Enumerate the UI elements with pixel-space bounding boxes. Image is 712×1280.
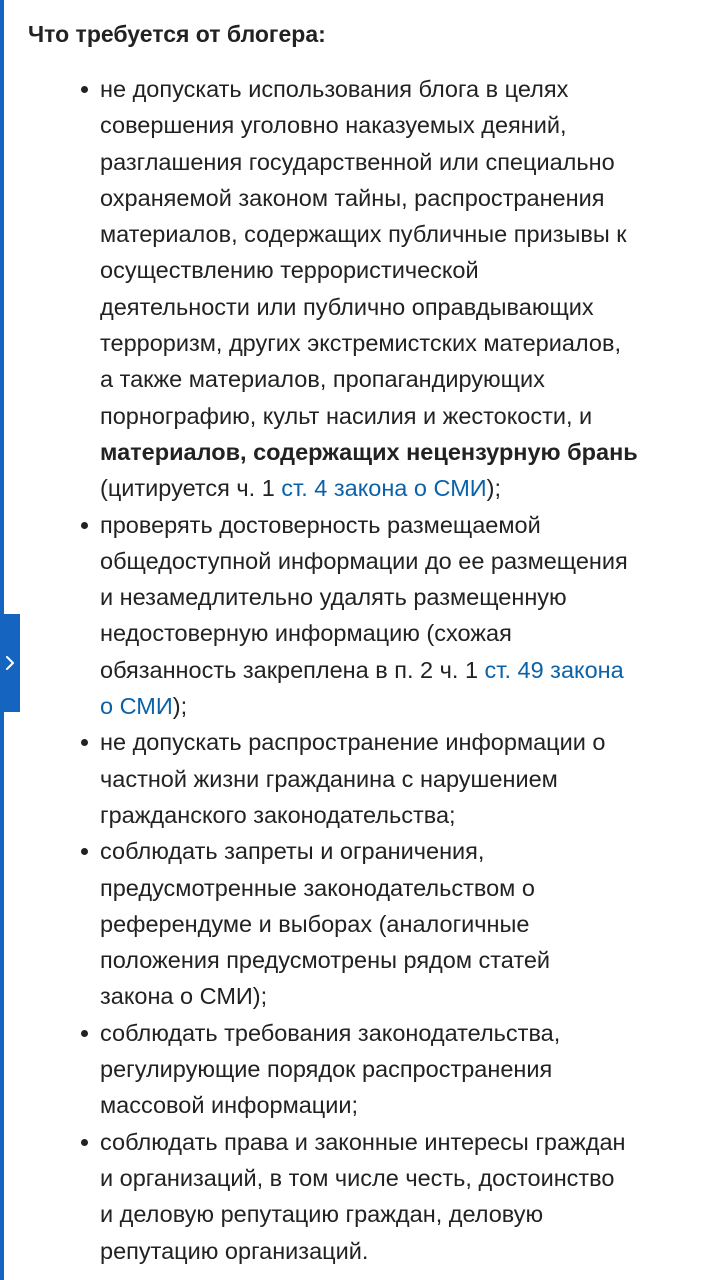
law-link-art49-cont[interactable]: о СМИ <box>100 693 173 720</box>
text-line: не допускать использования блога в целях <box>100 76 569 102</box>
list-item <box>100 724 700 833</box>
list-item <box>100 1124 700 1269</box>
text-line: а также материалов, пропагандирующих <box>100 366 545 393</box>
bullet-icon <box>81 848 88 855</box>
citation-suffix: ); <box>172 693 188 720</box>
text-line: репутацию организаций. <box>100 1237 369 1264</box>
bullet-icon <box>81 1030 88 1037</box>
law-link-art49[interactable]: ст. 49 закона <box>484 656 624 683</box>
list-item <box>100 507 700 725</box>
text-line: охраняемой законом тайны, распространения <box>100 184 605 211</box>
side-drawer-tab[interactable] <box>0 614 20 712</box>
text-line: соблюдать требования законодательства, <box>100 1019 561 1046</box>
text-line: терроризм, других экстремистских материалов, <box>100 330 621 357</box>
bullet-icon <box>81 86 88 93</box>
text-line: материалов, содержащих публичные призывы к <box>100 221 627 248</box>
bullet-icon <box>81 739 88 746</box>
requirements-list <box>100 71 700 1269</box>
text-line: референдуме и выборах (аналогичные <box>100 910 530 937</box>
bullet-icon <box>81 522 88 529</box>
text-line: предусмотренные законодательством о <box>100 874 535 901</box>
text-line: порнографию, культ насилия и жестокости, и <box>100 402 593 429</box>
text-line: не допускать распространение информации о <box>100 729 606 756</box>
text-line: разглашения государственной или специально <box>100 148 615 175</box>
citation-suffix: ); <box>486 475 502 502</box>
text-line <box>100 688 700 724</box>
text-line: закона о СМИ); <box>100 983 268 1010</box>
text-line: массовой информации; <box>100 1092 359 1119</box>
text-line: деятельности или публично оправдывающих <box>100 293 594 320</box>
text-line: соблюдать запреты и ограничения, <box>100 838 485 865</box>
list-item <box>100 71 700 507</box>
text-line: частной жизни гражданина с нарушением <box>100 765 558 792</box>
chevron-right-icon <box>5 656 15 670</box>
text-line: гражданского законодательства; <box>100 801 456 828</box>
citation-line <box>100 470 700 506</box>
text-line: и организаций, в том числе честь, достоинство <box>100 1164 615 1191</box>
text-line: общедоступной информации до ее размещения <box>100 547 628 574</box>
list-item <box>100 833 700 1014</box>
citation-prefix: (цитируется ч. 1 <box>100 475 282 502</box>
citation-prefix: обязанность закреплена в п. 2 ч. 1 <box>100 656 485 683</box>
list-item <box>100 1015 700 1124</box>
text-line: регулирующие порядок распространения <box>100 1056 553 1083</box>
text-line <box>100 652 700 688</box>
text-line: соблюдать права и законные интересы граждан <box>100 1128 626 1155</box>
text-line: проверять достоверность размещаемой <box>100 511 541 538</box>
text-line: и незамедлительно удалять размещенную <box>100 584 567 611</box>
law-link-art4[interactable]: ст. 4 закона о СМИ <box>281 475 487 502</box>
text-line: недостоверную информацию (схожая <box>100 620 512 647</box>
section-heading: Что требуется от блогера: <box>28 21 326 47</box>
text-line: осуществлению террористической <box>100 257 479 284</box>
bold-text-line: материалов, содержащих нецензурную брань <box>100 438 638 465</box>
bullet-icon <box>81 1139 88 1146</box>
text-line: и деловую репутацию граждан, деловую <box>100 1201 544 1228</box>
text-line: совершения уголовно наказуемых деяний, <box>100 112 567 139</box>
text-line: положения предусмотрены рядом статей <box>100 947 551 974</box>
